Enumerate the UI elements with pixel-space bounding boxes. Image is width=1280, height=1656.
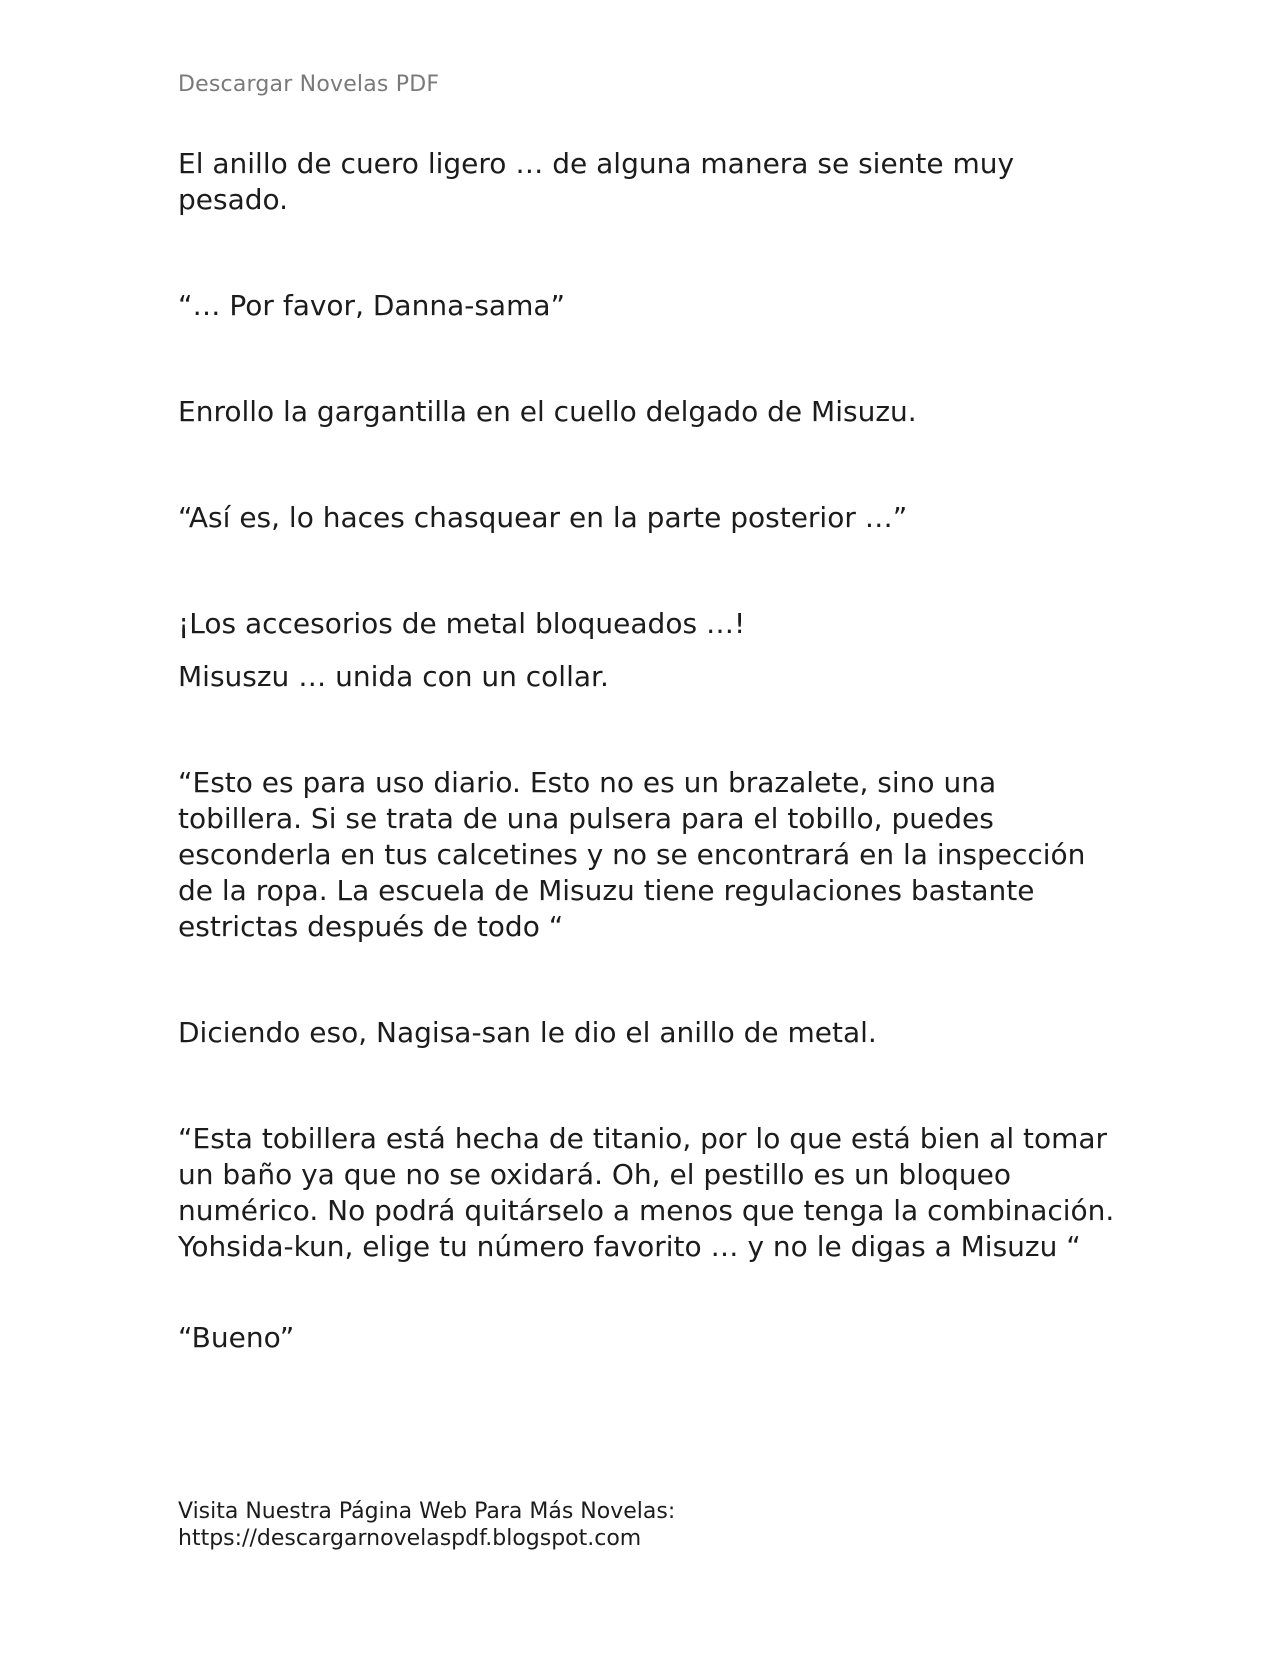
paragraph-9: “Esta tobillera está hecha de titanio, por lo que está bien al tomar un baño ya que no se oxidará. Oh, el pestillo es un bloqueo numérico. No podrá quitárselo a menos que tenga la combinación. Yohsida-kun, elige tu número favorito … y no le digas a Misuzu “ (178, 1122, 1115, 1263)
paragraph-10: “Bueno” (178, 1321, 295, 1354)
paragraph-7: “Esto es para uso diario. Esto no es un brazalete, sino una tobillera. Si se trata de una pulsera para el tobillo, puedes esconderla en tus calcetines y no se encontrará en la inspección de la ropa. La escuela de Misuzu tiene regulaciones bastante estrictas después de todo “ (178, 766, 1086, 943)
paragraph-2: “… Por favor, Danna-sama” (178, 289, 566, 322)
paragraph-4: “Así es, lo haces chasquear en la parte posterior …” (178, 501, 908, 534)
paragraph-6: Misuszu … unida con un collar. (178, 660, 609, 693)
paragraph-5: ¡Los accesorios de metal bloqueados …! (178, 607, 746, 640)
page-footer (178, 1498, 675, 1552)
paragraph-1: El anillo de cuero ligero … de alguna manera se siente muy pesado. (178, 147, 1015, 216)
paragraph-3: Enrollo la gargantilla en el cuello delgado de Misuzu. (178, 395, 917, 428)
footer-url-link[interactable]: https://descargarnovelaspdf.blogspot.com (178, 1526, 642, 1551)
footer-visit-text: Visita Nuestra Página Web Para Más Novelas: (178, 1499, 676, 1524)
paragraph-8: Diciendo eso, Nagisa-san le dio el anillo de metal. (178, 1016, 877, 1049)
page-header: Descargar Novelas PDF (178, 72, 440, 97)
